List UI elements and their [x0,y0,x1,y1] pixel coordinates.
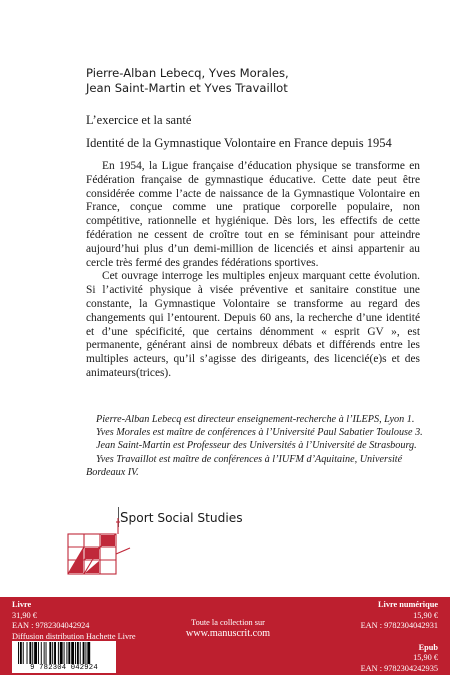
collection-text: Toute la collection sur [191,618,265,627]
series-initial: S [120,511,129,526]
series-logo-icon [66,518,150,576]
authors-line-1: Pierre-Alban Lebecq, Yves Morales, [86,66,289,80]
epub-label: Epub [418,642,438,652]
digital-label: Livre numérique [378,600,438,609]
author-bio: Pierre-Alban Lebecq est directeur enseignement-recherche à l’ILEPS, Lyon 1. [96,414,415,425]
author-bio: Yves Morales est maître de conférences à l’Université Paul Sabatier Toulouse 3. [96,427,423,439]
authors [86,66,416,95]
digital-edition-info [316,600,438,675]
book-subtitle: Identité de la Gymnastique Volontaire en France depuis 1954 [86,136,392,150]
author-bio: Yves Travaillot est maître de conférences à l’IUFM d’Aquitaine, Université Bordeaux IV. [86,453,403,478]
digital-ean: EAN : 9782304042931 [360,621,438,631]
print-label: Livre [12,600,32,609]
book-title: L’exercice et la santé [86,113,192,127]
distribution-note: Diffusion distribution Hachette Livre [12,631,136,641]
print-ean: EAN : 9782304042924 [12,621,90,631]
epub-ean: EAN : 9782304242935 [360,663,438,673]
blurb [86,160,420,381]
author-bios [86,413,426,479]
collection-info [168,618,288,640]
blurb-paragraph: Cet ouvrage interroge les multiples enjeux marquant cette évolution. Si l’activité physique à visée préventive et sanitaire constitue une constante, la Gymnastique Volontaire se transforme au regard des changements qui l’entourent. Depuis 60 ans, la recherche d’une identité et d’une spécificité, que certains dénomment « esprit GV », est permanente, générant ainsi de nombreux débats et différends entre les multiples acteurs, qu’il s’agisse des dirigeants, des licencié(e)s et des animateurs(trices). [86,270,420,379]
print-price: 31,90 € [12,610,37,620]
barcode [12,641,116,673]
barcode-digits: 9 782304 042924 [12,664,116,673]
blurb-paragraph: En 1954, la Ligue française d’éducation physique se transforme en Fédération française de gymnastique éducative. Cette date peut être considérée comme l’acte de naissance de la Gymnastique Volontaire en France, conçue comme une pratique corporelle populaire, non compétitive, rationnelle et hygiénique. Dès lors, les effectifs de cette fédération ne cessent de croître tout en se féminisant pour atteindre aujourd’hui plus d’un demi-million de licenciés et ainsi appartenir au cercle très fermé des grandes fédérations sportives. [86,160,420,269]
collection-url[interactable]: www.manuscrit.com [185,628,271,639]
series-rest: port Social Studies [128,511,243,525]
print-edition-info [12,600,136,642]
digital-price: 15,90 € [413,610,438,620]
epub-price: 15,90 € [413,653,438,663]
barcode-bars-icon [12,641,116,665]
authors-line-2: Jean Saint-Martin et Yves Travaillot [86,80,288,95]
author-bio: Jean Saint-Martin est Professeur des Universités à l’Université de Strasbourg. [96,440,417,452]
